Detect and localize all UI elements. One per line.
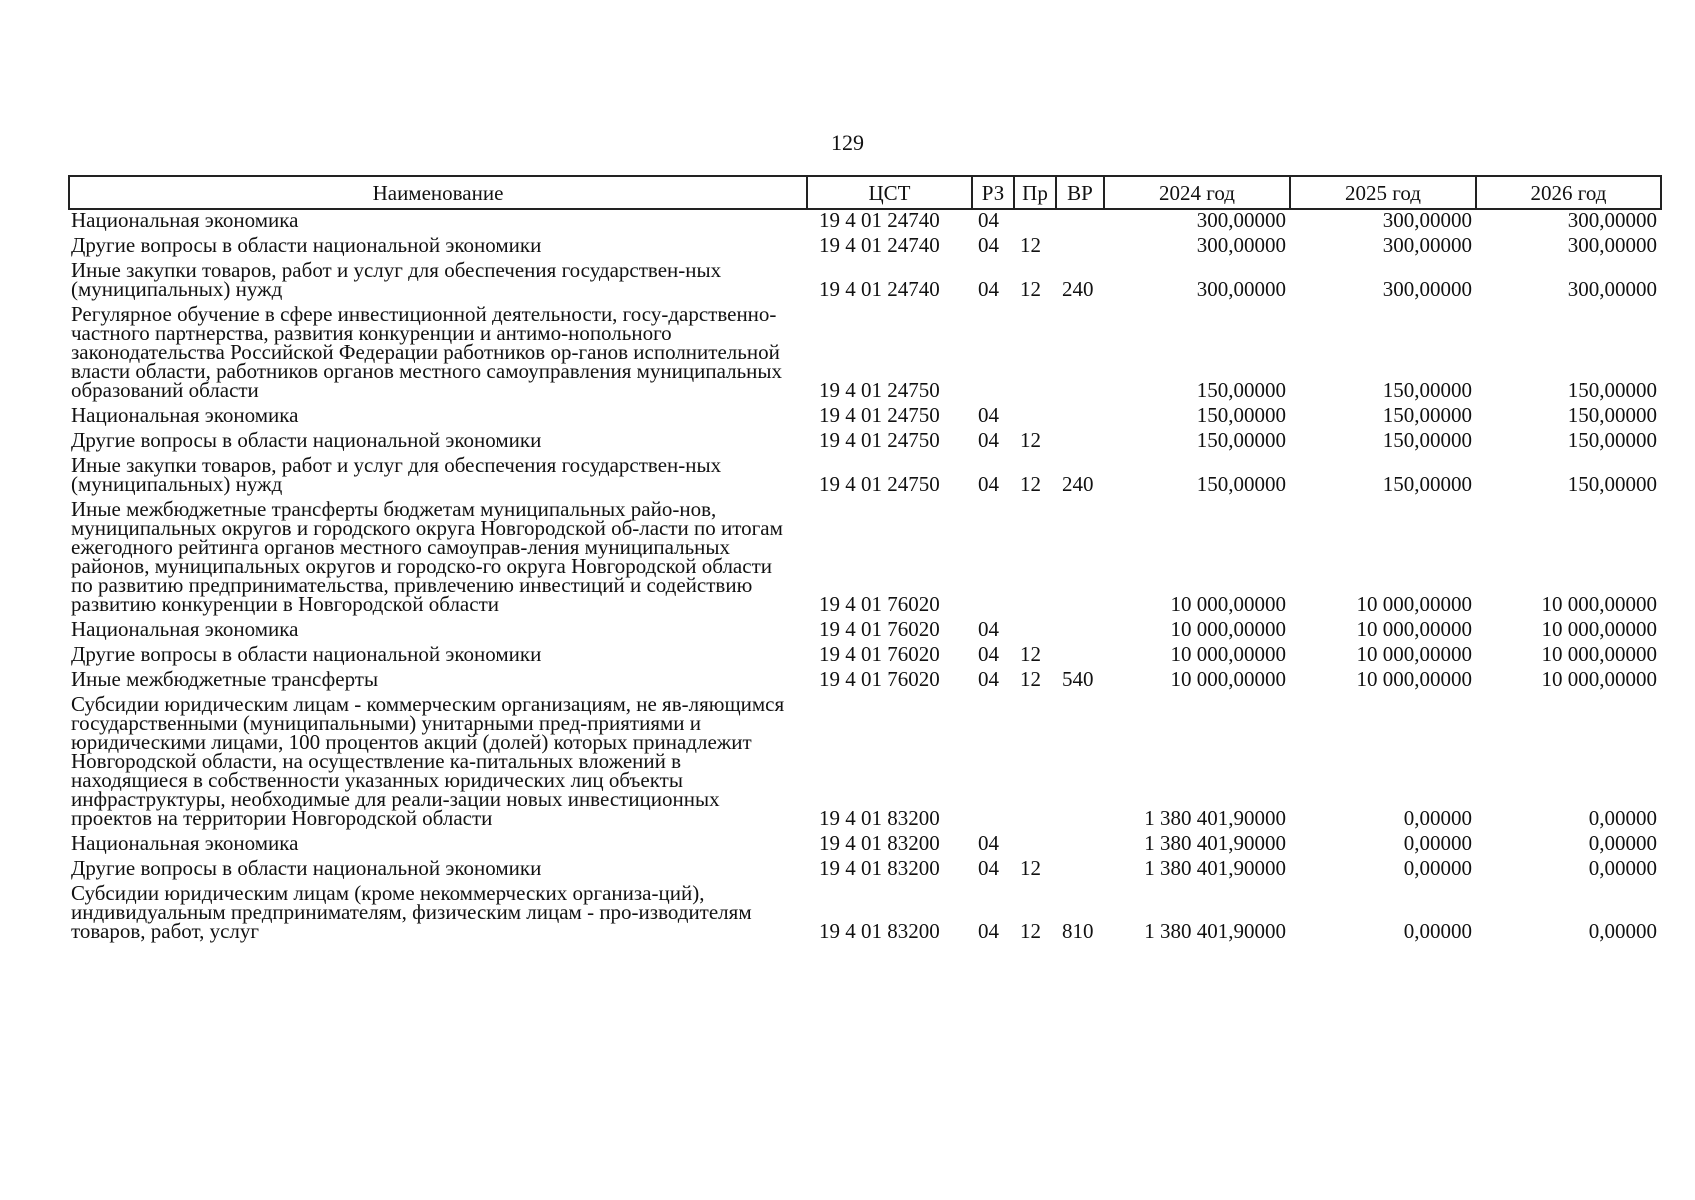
row-cst: 19 4 01 76020 (819, 617, 940, 641)
row-pr (1014, 405, 1056, 430)
row-pr: 12 (1020, 642, 1041, 666)
row-2026: 300,00000 (1567, 277, 1657, 301)
row-2025: 10 000,00000 (1356, 667, 1472, 691)
row-cst: 19 4 01 83200 (819, 831, 940, 855)
row-2026: 300,00000 (1567, 233, 1657, 257)
row-pr: 12 (1020, 856, 1041, 880)
row-vr (1056, 430, 1104, 455)
row-name: Другие вопросы в области национальной экономики (71, 642, 542, 666)
row-2024: 150,00000 (1196, 378, 1286, 402)
table-row (69, 694, 1661, 833)
row-name: Иные закупки товаров, работ и услуг для обеспечения государствен-ных (муниципальных) нужд (71, 453, 722, 496)
row-2024: 10 000,00000 (1170, 667, 1286, 691)
row-cst: 19 4 01 24750 (819, 472, 940, 496)
row-2026: 0,00000 (1588, 831, 1657, 855)
row-pr: 12 (1020, 472, 1041, 496)
row-2024: 10 000,00000 (1170, 617, 1286, 641)
row-cst: 19 4 01 24750 (819, 378, 940, 402)
row-name: Национальная экономика (71, 403, 299, 427)
row-pr (1014, 619, 1056, 644)
row-vr (1056, 619, 1104, 644)
header-2024: 2024 год (1104, 176, 1290, 209)
row-rz: 04 (978, 208, 999, 232)
header-name: Наименование (69, 176, 807, 209)
row-name: Другие вопросы в области национальной экономики (71, 233, 542, 257)
row-vr (1056, 694, 1104, 833)
row-rz: 04 (978, 642, 999, 666)
row-rz: 04 (978, 831, 999, 855)
table-row (69, 455, 1661, 499)
row-2026: 10 000,00000 (1541, 592, 1657, 616)
table-row (69, 644, 1661, 669)
table-row (69, 833, 1661, 858)
row-2026: 10 000,00000 (1541, 667, 1657, 691)
row-rz (972, 304, 1014, 405)
header-2026: 2026 год (1476, 176, 1661, 209)
row-2024: 150,00000 (1196, 472, 1286, 496)
row-name: Национальная экономика (71, 617, 299, 641)
row-name: Другие вопросы в области национальной экономики (71, 856, 542, 880)
budget-table (68, 175, 1662, 946)
row-vr (1056, 235, 1104, 260)
row-2026: 10 000,00000 (1541, 617, 1657, 641)
row-2026: 150,00000 (1567, 403, 1657, 427)
row-pr (1014, 694, 1056, 833)
row-pr: 12 (1020, 277, 1041, 301)
row-2025: 150,00000 (1382, 403, 1472, 427)
row-cst: 19 4 01 24750 (819, 428, 940, 452)
header-2025: 2025 год (1290, 176, 1476, 209)
row-2026: 150,00000 (1567, 378, 1657, 402)
table-row (69, 304, 1661, 405)
row-pr (1014, 499, 1056, 619)
table-row (69, 883, 1661, 946)
row-cst: 19 4 01 76020 (819, 642, 940, 666)
row-vr: 810 (1062, 919, 1094, 943)
row-pr (1014, 209, 1056, 235)
row-cst: 19 4 01 83200 (819, 806, 940, 830)
row-rz: 04 (978, 403, 999, 427)
header-rz: РЗ (972, 176, 1014, 209)
row-vr (1056, 644, 1104, 669)
row-2025: 150,00000 (1382, 472, 1472, 496)
row-2025: 300,00000 (1382, 233, 1472, 257)
row-2024: 150,00000 (1196, 403, 1286, 427)
row-pr (1014, 304, 1056, 405)
row-2025: 10 000,00000 (1356, 592, 1472, 616)
row-vr (1056, 209, 1104, 235)
row-name: Субсидии юридическим лицам (кроме некоммерческих организа-ций), индивидуальным предпринимателям, физическим лицам - про-изводителям товаров, работ, услуг (71, 881, 752, 943)
row-cst: 19 4 01 24740 (819, 233, 940, 257)
row-name: Регулярное обучение в сфере инвестиционной деятельности, госу-дарственно-частного партнерства, развития конкуренции и антимо-нопольного законодательства Российской Федерации работников ор-ганов исполнительной власти области, работников органов местного самоуправления муниципальных образований области (71, 302, 783, 402)
row-cst: 19 4 01 76020 (819, 667, 940, 691)
row-cst: 19 4 01 24740 (819, 208, 940, 232)
row-2024: 10 000,00000 (1170, 592, 1286, 616)
row-pr: 12 (1020, 919, 1041, 943)
row-rz: 04 (978, 233, 999, 257)
row-rz: 04 (978, 617, 999, 641)
row-2026: 0,00000 (1588, 919, 1657, 943)
row-vr: 240 (1062, 277, 1094, 301)
table-header-row (69, 176, 1661, 209)
row-name: Иные межбюджетные трансферты (71, 667, 379, 691)
row-2026: 10 000,00000 (1541, 642, 1657, 666)
row-2024: 300,00000 (1196, 277, 1286, 301)
row-vr (1056, 499, 1104, 619)
row-vr (1056, 858, 1104, 883)
table-row (69, 858, 1661, 883)
row-2025: 300,00000 (1382, 208, 1472, 232)
row-pr: 12 (1020, 428, 1041, 452)
row-name: Субсидии юридическим лицам - коммерческим организациям, не яв-ляющимся государственными (муниципальными) унитарными пред-приятиями и юридическими лицами, 100 процентов акций (долей) которых принадлежит Новгородской области, на осуществление ка-питальных вложений в находящиеся в собственности указанных юридических лиц объекты инфраструктуры, необходимые для реали-зации новых инвестиционных проектов на территории Новгородской области (71, 692, 785, 830)
row-vr (1056, 304, 1104, 405)
row-2024: 150,00000 (1196, 428, 1286, 452)
row-2024: 1 380 401,90000 (1144, 806, 1286, 830)
row-rz: 04 (978, 856, 999, 880)
row-vr (1056, 405, 1104, 430)
row-2024: 300,00000 (1196, 233, 1286, 257)
row-rz: 04 (978, 428, 999, 452)
row-rz (972, 499, 1014, 619)
row-2025: 300,00000 (1382, 277, 1472, 301)
header-vr: ВР (1056, 176, 1104, 209)
row-rz: 04 (978, 667, 999, 691)
row-2025: 0,00000 (1403, 919, 1472, 943)
row-cst: 19 4 01 24750 (819, 403, 940, 427)
table-row (69, 235, 1661, 260)
header-pr: Пр (1014, 176, 1056, 209)
row-2024: 1 380 401,90000 (1144, 831, 1286, 855)
table-row (69, 405, 1661, 430)
row-2026: 0,00000 (1588, 856, 1657, 880)
row-rz (972, 694, 1014, 833)
row-cst: 19 4 01 83200 (819, 919, 940, 943)
row-name: Иные закупки товаров, работ и услуг для обеспечения государствен-ных (муниципальных) нужд (71, 258, 722, 301)
row-2026: 150,00000 (1567, 428, 1657, 452)
row-2024: 1 380 401,90000 (1144, 919, 1286, 943)
budget-table-container (68, 175, 1660, 946)
row-2025: 10 000,00000 (1356, 617, 1472, 641)
row-pr (1014, 833, 1056, 858)
row-cst: 19 4 01 76020 (819, 592, 940, 616)
row-name: Национальная экономика (71, 208, 299, 232)
row-2025: 0,00000 (1403, 806, 1472, 830)
row-vr: 240 (1062, 472, 1094, 496)
row-2024: 300,00000 (1196, 208, 1286, 232)
row-2026: 300,00000 (1567, 208, 1657, 232)
row-pr: 12 (1020, 233, 1041, 257)
table-row (69, 499, 1661, 619)
row-pr: 12 (1020, 667, 1041, 691)
row-2026: 150,00000 (1567, 472, 1657, 496)
row-rz: 04 (978, 277, 999, 301)
row-2025: 0,00000 (1403, 831, 1472, 855)
row-2026: 0,00000 (1588, 806, 1657, 830)
table-body (69, 209, 1661, 946)
row-vr (1056, 833, 1104, 858)
row-rz: 04 (978, 919, 999, 943)
row-2024: 10 000,00000 (1170, 642, 1286, 666)
row-vr: 540 (1062, 667, 1094, 691)
table-row (69, 209, 1661, 235)
header-cst: ЦСТ (807, 176, 972, 209)
row-cst: 19 4 01 83200 (819, 856, 940, 880)
row-cst: 19 4 01 24740 (819, 277, 940, 301)
table-row (69, 430, 1661, 455)
row-2025: 150,00000 (1382, 378, 1472, 402)
row-name: Иные межбюджетные трансферты бюджетам муниципальных райо-нов, муниципальных округов и городского округа Новгородской об-ласти по итогам ежегодного рейтинга органов местного самоуправ-ления муниципальных районов, муниципальных округов и городско-го округа Новгородской области по развитию предпринимательства, привлечению инвестиций и содействию развитию конкуренции в Новгородской области (71, 497, 783, 616)
table-row (69, 669, 1661, 694)
row-2025: 10 000,00000 (1356, 642, 1472, 666)
row-rz: 04 (978, 472, 999, 496)
table-row (69, 619, 1661, 644)
row-2024: 1 380 401,90000 (1144, 856, 1286, 880)
row-2025: 0,00000 (1403, 856, 1472, 880)
row-name: Национальная экономика (71, 831, 299, 855)
row-name: Другие вопросы в области национальной экономики (71, 428, 542, 452)
row-2025: 150,00000 (1382, 428, 1472, 452)
page-number: 129 (831, 130, 864, 155)
table-row (69, 260, 1661, 304)
